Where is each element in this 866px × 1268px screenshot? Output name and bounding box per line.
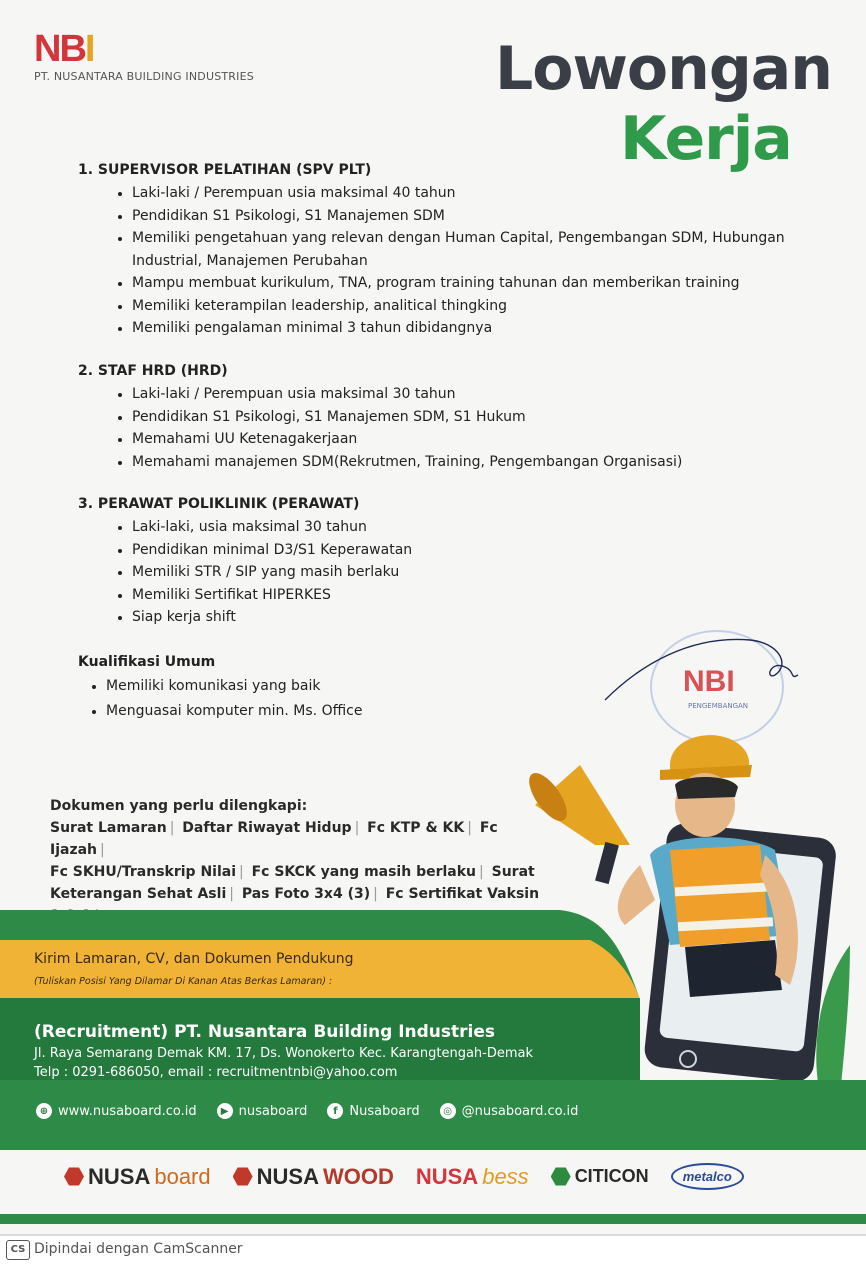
stamp-label: PENGEMBANGAN (688, 702, 749, 710)
document-item: Surat Lamaran (50, 820, 167, 836)
document-item: Fc SKCK yang masih berlaku (251, 864, 477, 880)
apply-title: Kirim Lamaran, CV, dan Dokumen Pendukung (34, 951, 354, 967)
general-item: • Memiliki komunikasi yang baik (106, 674, 362, 699)
document-item: Fc Sertifikat Vaksin (385, 886, 540, 902)
heading-line2: Kerja (620, 104, 792, 174)
recruitment-company: (Recruitment) PT. Nusantara Building Industries (34, 1022, 496, 1042)
globe-icon: ⊕ (36, 1103, 52, 1119)
document-item: Fc KTP & KK (367, 820, 465, 836)
nusaboard-logo-icon (64, 1167, 84, 1187)
requirement-item: • Laki-laki / Perempuan usia maksimal 40 tahun (132, 182, 798, 205)
camscanner-icon: CS (6, 1240, 30, 1260)
social-youtube-text: nusaboard (238, 1103, 308, 1119)
brand-alt: board (154, 1163, 211, 1189)
brand-alt: bess (482, 1163, 529, 1189)
requirement-item: • Pendidikan S1 Psikologi, S1 Manajemen SDM (132, 205, 798, 228)
requirement-item: • Memahami manajemen SDM(Rekrutmen, Training, Pengembangan Organisasi) (132, 451, 682, 474)
requirement-item: • Memiliki pengetahuan yang relevan dengan Human Capital, Pengembangan SDM, Hubungan Industrial, Manajemen Perubahan (132, 227, 798, 272)
company-logo (34, 30, 254, 83)
brand-main: NUSA (88, 1163, 151, 1189)
brand-nusaboard (64, 1164, 211, 1190)
document-item: Pas Foto 3x4 (3) (241, 886, 371, 902)
stamp-logo: NBI (683, 665, 735, 698)
logo-mark: NBI (34, 28, 94, 70)
brand-main: NUSA (415, 1163, 479, 1189)
position-section (78, 496, 412, 629)
apply-note: (Tuliskan Posisi Yang Dilamar Di Kanan Atas Berkas Lamaran) : (34, 976, 333, 987)
company-full-name: PT. NUSANTARA BUILDING INDUSTRIES (34, 70, 254, 83)
document-item: Fc Ijazah (50, 820, 498, 858)
position-section (78, 162, 798, 340)
social-links (36, 1103, 578, 1119)
youtube-icon: ▶ (217, 1103, 233, 1119)
instagram-icon: ◎ (440, 1103, 456, 1119)
nusawood-logo-icon (233, 1167, 253, 1187)
heading-line1: Lowongan (495, 34, 832, 104)
bottom-stripe (0, 1214, 866, 1224)
brand-nusabess (416, 1164, 529, 1190)
brand-main: CITICON (574, 1166, 649, 1186)
brand-citicon (551, 1166, 649, 1187)
requirements-list (78, 383, 682, 473)
social-youtube[interactable] (217, 1103, 308, 1119)
brand-nusawood (233, 1164, 394, 1190)
requirement-item: • Laki-laki / Perempuan usia maksimal 30 tahun (132, 383, 682, 406)
requirement-item: • Siap kerja shift (132, 606, 412, 629)
requirement-item: • Memiliki pengalaman minimal 3 tahun dibidangnya (132, 317, 798, 340)
requirement-item: • Pendidikan S1 Psikologi, S1 Manajemen SDM, S1 Hukum (132, 406, 682, 429)
requirement-item: • Memahami UU Ketenagakerjaan (132, 428, 682, 451)
facebook-icon: f (327, 1103, 343, 1119)
social-facebook[interactable] (327, 1103, 419, 1119)
position-section (78, 363, 682, 473)
document-item: Fc SKHU/Transkrip Nilai (50, 864, 236, 880)
brand-alt: WOOD (322, 1163, 394, 1189)
brand-logos (64, 1163, 744, 1190)
scanner-footer (0, 1236, 866, 1268)
requirements-list (78, 182, 798, 340)
requirement-item: • Laki-laki, usia maksimal 30 tahun (132, 516, 412, 539)
social-instagram-text: @nusaboard.co.id (461, 1103, 579, 1119)
signature (600, 625, 800, 705)
scanner-credit: Dipindai dengan CamScanner (34, 1241, 243, 1257)
social-facebook-text: Nusaboard (349, 1103, 420, 1119)
position-title: 3. PERAWAT POLIKLINIK (PERAWAT) (78, 496, 360, 512)
social-instagram[interactable] (440, 1103, 579, 1119)
position-title: 2. STAF HRD (HRD) (78, 363, 228, 379)
company-contact: Telp : 0291-686050, email : recruitmentnbi@yahoo.com (34, 1065, 398, 1080)
document-item: Daftar Riwayat Hidup (182, 820, 352, 836)
general-item: • Menguasai komputer min. Ms. Office (106, 699, 362, 724)
social-website-text: www.nusaboard.co.id (58, 1103, 197, 1119)
general-qualifications (78, 654, 362, 724)
requirements-list (78, 516, 412, 629)
company-address: Jl. Raya Semarang Demak KM. 17, Ds. Wonokerto Kec. Karangtengah-Demak (34, 1046, 534, 1061)
documents-items: Surat Lamaran | Daftar Riwayat Hidup | Fc KTP & KK | Fc Ijazah | Fc SKHU/Transkrip Nilai | Fc SKCK yang masih berlaku | Surat Keterangan Sehat Asli | Pas Foto 3x4 (3) | Fc Sertifikat Vaksin (50, 817, 550, 949)
requirement-item: • Mampu membuat kurikulum, TNA, program training tahunan dan memberikan training (132, 272, 798, 295)
requirement-item: • Pendidikan minimal D3/S1 Keperawatan (132, 539, 412, 562)
requirement-item: • Memiliki STR / SIP yang masih berlaku (132, 561, 412, 584)
documents-title: Dokumen yang perlu dilengkapi: (50, 798, 308, 814)
document-item: Surat Keterangan Sehat Asli (50, 864, 535, 902)
general-list (78, 674, 362, 724)
brand-metalco: metalco (671, 1163, 744, 1190)
requirement-item: • Memiliki keterampilan leadership, analitical thingking (132, 295, 798, 318)
social-website[interactable] (36, 1103, 197, 1119)
requirement-item: • Memiliki Sertifikat HIPERKES (132, 584, 412, 607)
brand-main: NUSA (256, 1163, 319, 1189)
citicon-logo-icon (551, 1167, 571, 1187)
general-title: Kualifikasi Umum (78, 654, 216, 670)
position-title: 1. SUPERVISOR PELATIHAN (SPV PLT) (78, 162, 372, 178)
